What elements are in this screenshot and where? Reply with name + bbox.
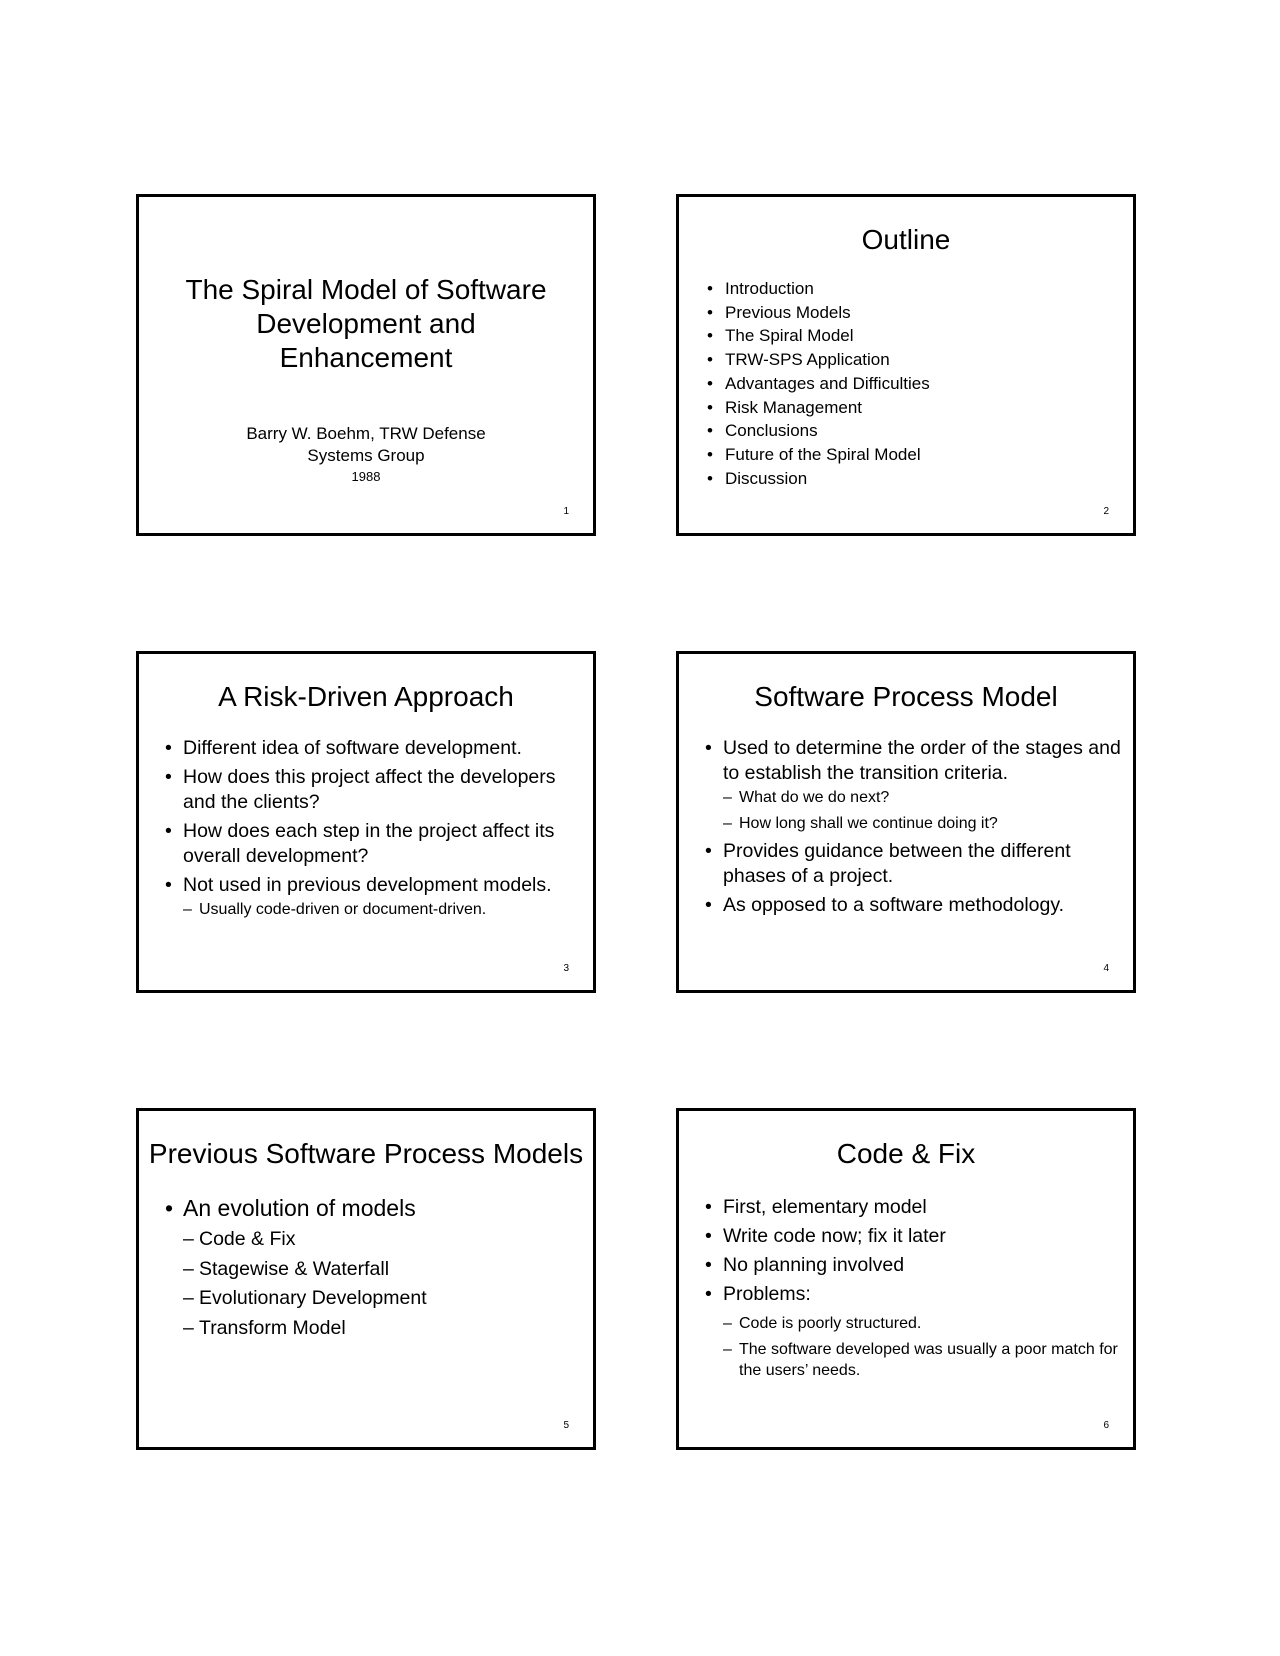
bullet-text: Problems: <box>723 1283 811 1305</box>
list-item <box>703 736 1123 835</box>
slide-1-title <box>159 273 573 375</box>
bullet-text: First, elementary model <box>723 1196 927 1218</box>
list-item <box>703 1280 1123 1381</box>
title-line-2: Development and <box>256 308 476 339</box>
list-item: • Previous Models <box>705 301 1115 325</box>
bullet-list <box>703 736 1123 922</box>
slide-number: 2 <box>1103 506 1109 517</box>
list-item <box>163 873 583 921</box>
list-item <box>163 765 583 815</box>
slide-4-title: Software Process Model <box>754 681 1058 712</box>
list-item <box>703 839 1123 889</box>
sub-list <box>183 1225 583 1343</box>
bullet-text: How does this project affect the developers and the clients? <box>183 766 556 813</box>
list-item <box>703 1222 1123 1251</box>
slide-number: 4 <box>1103 963 1109 974</box>
list-item: • Future of the Spiral Model <box>705 443 1115 467</box>
bullet-list <box>163 1193 583 1343</box>
sub-item: – Evolutionary Development <box>183 1284 583 1314</box>
sub-item: – Usually code-driven or document-driven. <box>183 899 583 921</box>
slide-5 <box>136 1108 596 1450</box>
sub-list <box>723 787 1123 835</box>
sub-item: – What do we do next? <box>723 787 1123 809</box>
list-item: • TRW-SPS Application <box>705 348 1115 372</box>
bullet-text: Used to determine the order of the stages and to establish the transition criteria. <box>723 737 1121 784</box>
slide-number: 1 <box>563 506 569 517</box>
list-item: • Risk Management <box>705 396 1115 420</box>
outline-list <box>705 277 1115 490</box>
slide-3 <box>136 651 596 993</box>
sub-list <box>183 899 583 921</box>
bullet-list <box>163 736 583 925</box>
slide-2-title: Outline <box>861 224 951 255</box>
bullet-text: No planning involved <box>723 1254 905 1276</box>
list-item <box>163 736 583 761</box>
sub-item: – Transform Model <box>183 1314 583 1344</box>
bullet-text: As opposed to a software methodology. <box>723 894 1065 916</box>
slide-number: 3 <box>563 963 569 974</box>
slide-1-author <box>159 423 573 467</box>
list-item <box>703 1193 1123 1222</box>
slide-1-year: 1988 <box>351 469 381 484</box>
sub-item: – Code & Fix <box>183 1225 583 1255</box>
list-item: • Introduction <box>705 277 1115 301</box>
author-line-1: Barry W. Boehm, TRW Defense <box>246 424 486 443</box>
list-item: • The Spiral Model <box>705 324 1115 348</box>
slide-4 <box>676 651 1136 993</box>
slide-number: 6 <box>1103 1420 1109 1431</box>
author-line-2: Systems Group <box>307 446 425 465</box>
list-item: • Discussion <box>705 467 1115 491</box>
list-item <box>163 819 583 869</box>
slide-6 <box>676 1108 1136 1450</box>
bullet-text: Not used in previous development models. <box>183 874 552 896</box>
slide-3-title: A Risk-Driven Approach <box>218 681 514 712</box>
sub-item: – How long shall we continue doing it? <box>723 813 1123 835</box>
bullet-text: Write code now; fix it later <box>723 1225 946 1247</box>
slide-5-title: Previous Software Process Models <box>148 1138 584 1169</box>
sub-item: – The software developed was usually a poor match for the users’ needs. <box>723 1339 1123 1381</box>
title-line-3: Enhancement <box>279 342 453 373</box>
slide-6-title: Code & Fix <box>836 1138 976 1169</box>
title-line-1: The Spiral Model of Software <box>185 274 547 305</box>
bullet-list <box>703 1193 1123 1386</box>
list-item: • Advantages and Difficulties <box>705 372 1115 396</box>
slide-number: 5 <box>563 1420 569 1431</box>
sub-item: – Stagewise & Waterfall <box>183 1255 583 1285</box>
slide-2 <box>676 194 1136 536</box>
bullet-text: Different idea of software development. <box>183 737 522 759</box>
sub-list <box>723 1313 1123 1381</box>
sub-item: – Code is poorly structured. <box>723 1313 1123 1334</box>
bullet-text: An evolution of models <box>183 1195 416 1221</box>
bullet-text: How does each step in the project affect its overall development? <box>183 820 555 867</box>
slide-1 <box>136 194 596 536</box>
list-item: • Conclusions <box>705 419 1115 443</box>
list-item <box>703 1251 1123 1280</box>
list-item <box>703 893 1123 918</box>
list-item <box>163 1193 583 1343</box>
bullet-text: Provides guidance between the different phases of a project. <box>723 840 1071 887</box>
